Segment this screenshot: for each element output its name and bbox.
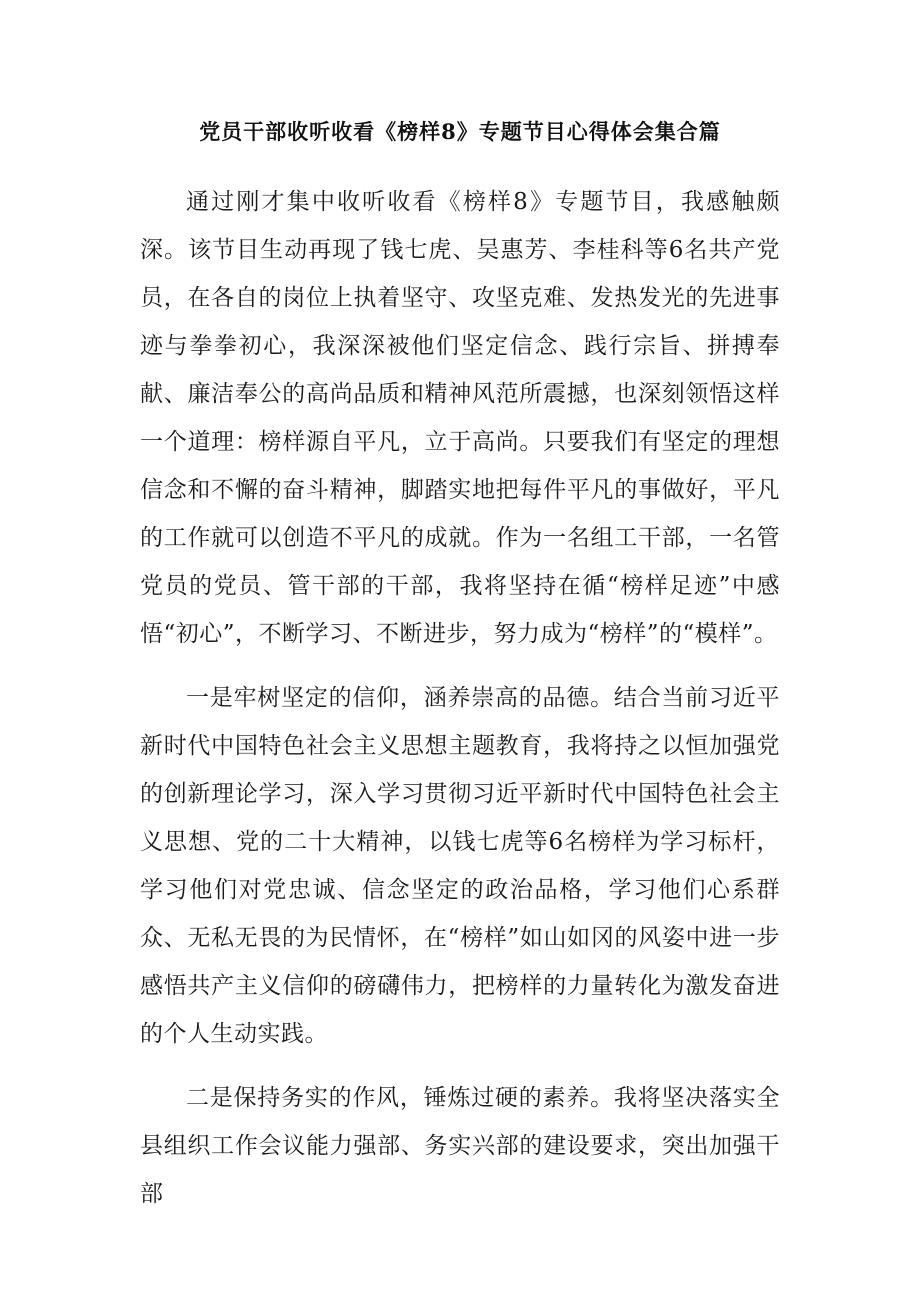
paragraph-intro: 通过刚才集中收听收看《榜样8》专题节目，我感触颇深。该节目生动再现了钱七虎、吴惠芳、李桂科等6名共产党员，在各自的岗位上执着坚守、攻坚克难、发热发光的先进事迹与拳拳初心，我深深被他们坚定信念、践行宗旨、拼搏奉献、廉洁奉公的高尚品质和精神风范所震撼，也深刻领悟这样一个道理：榜样源自平凡，立于高尚。只要我们有坚定的理想信念和不懈的奋斗精神，脚踏实地把每件平凡的事做好，平凡的工作就可以创造不平凡的成就。作为一名组工干部，一名管党员的党员、管干部的干部，我将坚持在循“榜样足迹”中感悟“初心”，不断学习、不断进步，努力成为“榜样”的“模样”。 <box>140 189 780 647</box>
paragraph-point-one: 一是牢树坚定的信仰，涵养崇高的品德。结合当前习近平新时代中国特色社会主义思想主题教育，我将持之以恒加强党的创新理论学习，深入学习贯彻习近平新时代中国特色社会主义思想、党的二十大精神，以钱七虎等6名榜样为学习标杆，学习他们对党忠诚、信念坚定的政治品格，学习他们心系群众、无私无畏的为民情怀，在“榜样”如山如冈的风姿中进一步感悟共产主义信仰的磅礴伟力，把榜样的力量转化为激发奋进的个人生动实践。 <box>140 685 780 1047</box>
document-body <box>140 178 780 1218</box>
document-title: 党员干部收听收看《榜样8》专题节目心得体会集合篇 <box>199 119 721 144</box>
paragraph-point-two: 二是保持务实的作风，锤炼过硬的素养。我将坚决落实全县组织工作会议能力强部、务实兴部的建设要求，突出加强干部 <box>140 1085 780 1207</box>
